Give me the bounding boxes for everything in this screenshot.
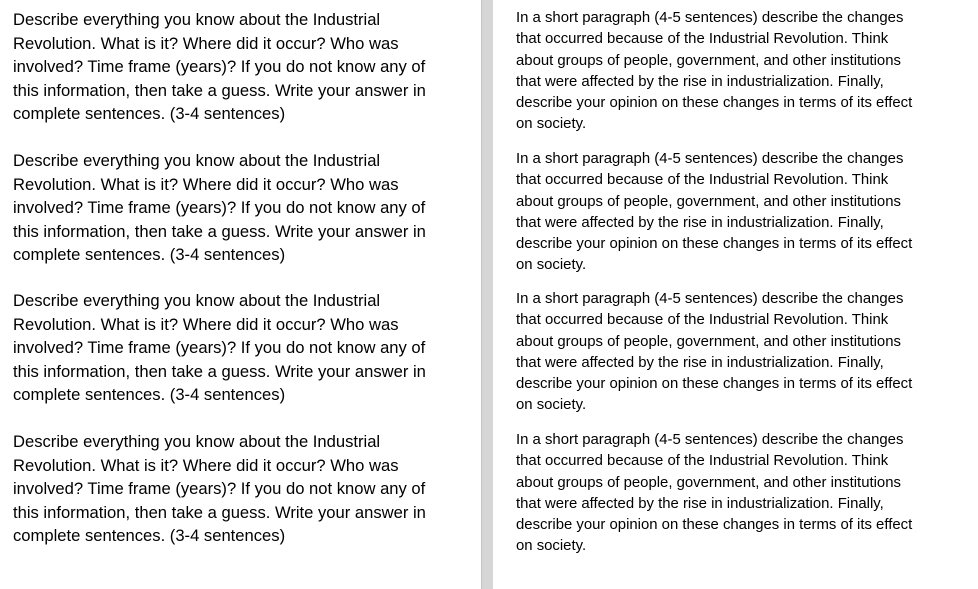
left-prompt-4: Describe everything you know about the Industrial Revolution. What is it? Where did it occur? Who was involved? Time frame (years)? If you do not know any of this information, then take a guess. Write your answer in complete sentences. (3-4 sentences) xyxy=(13,432,426,545)
right-page xyxy=(493,0,978,589)
left-page xyxy=(0,0,481,589)
left-prompt-3: Describe everything you know about the Industrial Revolution. What is it? Where did it occur? Who was involved? Time frame (years)? If you do not know any of this information, then take a guess. Write your answer in complete sentences. (3-4 sentences) xyxy=(13,291,426,404)
right-prompt-1: In a short paragraph (4-5 sentences) describe the changes that occurred because of the Industrial Revolution. Think about groups of people, government, and other institutions that were affected by the rise in industrialization. Finally, describe your opinion on these changes in terms of its effect on society. xyxy=(516,10,913,133)
left-prompt-1: Describe everything you know about the Industrial Revolution. What is it? Where did it occur? Who was involved? Time frame (years)? If you do not know any of this information, then take a guess. Write your answer in complete sentences. (3-4 sentences) xyxy=(13,10,426,123)
right-prompt-4: In a short paragraph (4-5 sentences) describe the changes that occurred because of the Industrial Revolution. Think about groups of people, government, and other institutions that were affected by the rise in industrialization. Finally, describe your opinion on these changes in terms of its effect on society. xyxy=(516,432,913,555)
right-prompt-2: In a short paragraph (4-5 sentences) describe the changes that occurred because of the Industrial Revolution. Think about groups of people, government, and other institutions that were affected by the rise in industrialization. Finally, describe your opinion on these changes in terms of its effect on society. xyxy=(516,151,913,274)
left-prompt-2: Describe everything you know about the Industrial Revolution. What is it? Where did it occur? Who was involved? Time frame (years)? If you do not know any of this information, then take a guess. Write your answer in complete sentences. (3-4 sentences) xyxy=(13,151,426,264)
right-prompt-3: In a short paragraph (4-5 sentences) describe the changes that occurred because of the Industrial Revolution. Think about groups of people, government, and other institutions that were affected by the rise in industrialization. Finally, describe your opinion on these changes in terms of its effect on society. xyxy=(516,291,913,414)
page-divider xyxy=(481,0,493,589)
